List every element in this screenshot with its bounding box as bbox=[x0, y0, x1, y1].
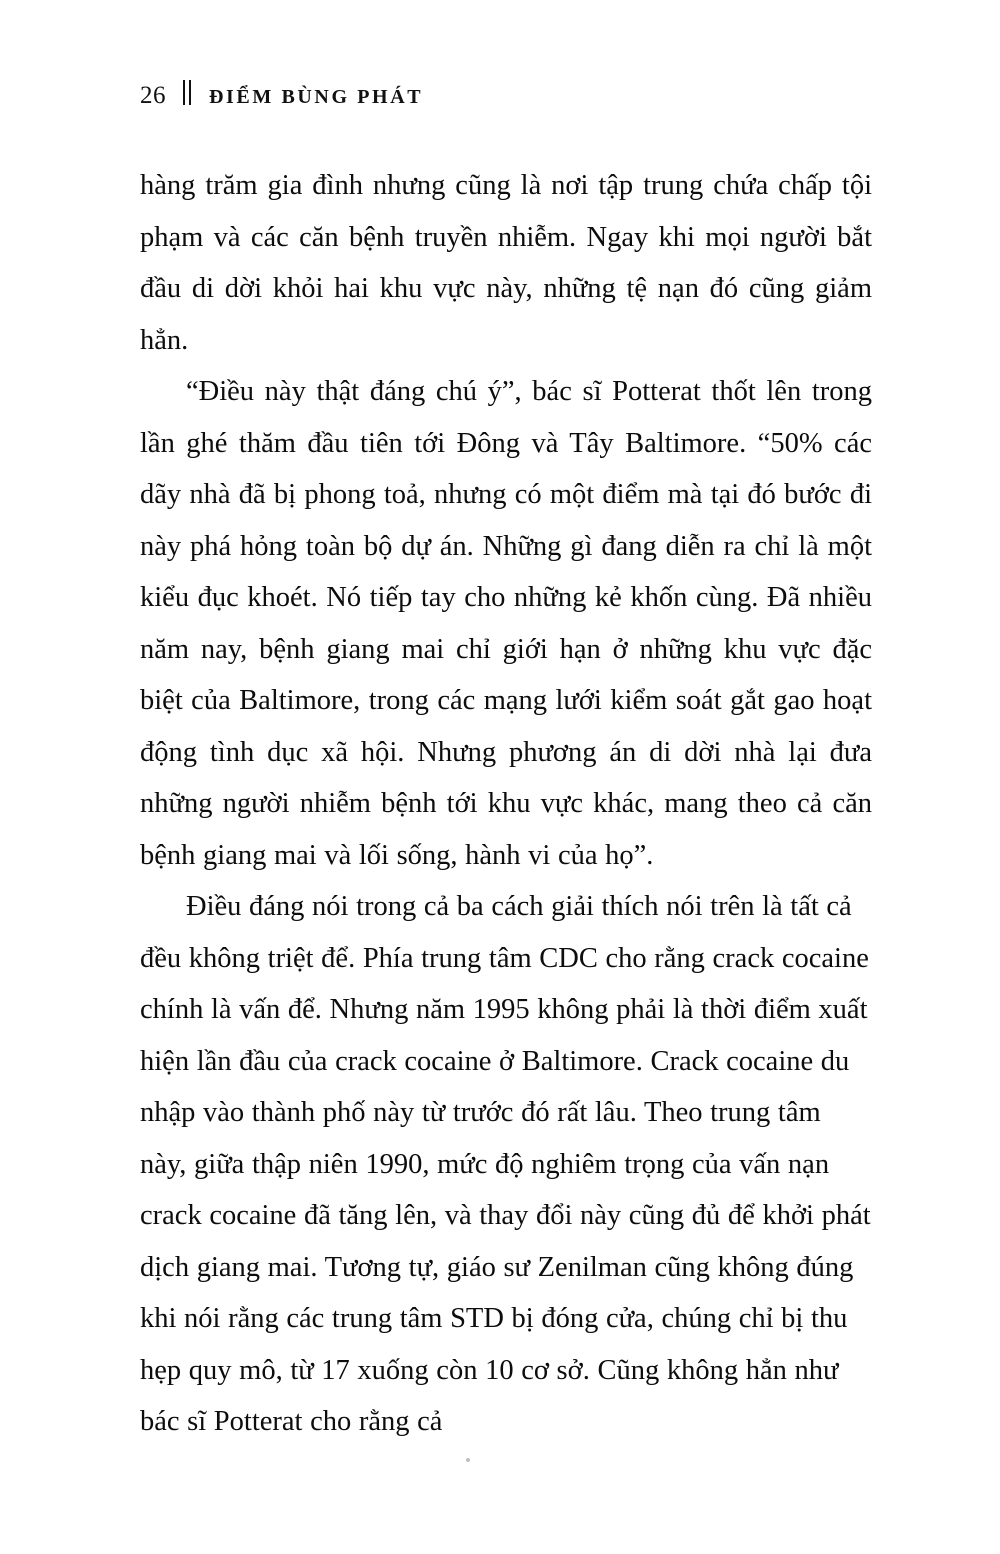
page-marker-dot bbox=[466, 1458, 470, 1462]
double-rule-divider bbox=[183, 80, 192, 105]
paragraph: hàng trăm gia đình nhưng cũng là nơi tập trung chứa chấp tội phạm và các căn bệnh truyền nhiễm. Ngay khi mọi người bắt đầu di dời khỏi hai khu vực này, những tệ nạn đó cũng giảm hẳn. bbox=[140, 170, 872, 356]
book-title-header: ĐIỂM BÙNG PHÁT bbox=[209, 86, 424, 108]
paragraph: “Điều này thật đáng chú ý”, bác sĩ Potterat thốt lên trong lần ghé thăm đầu tiên tới Đông và Tây Baltimore. “50% các dãy nhà đã bị phong toả, nhưng có một điểm mà tại đó bước đi này phá hỏng toàn bộ dự án. Những gì đang diễn ra chỉ là một kiểu đục khoét. Nó tiếp tay cho những kẻ khốn cùng. Đã nhiều năm nay, bệnh giang mai chỉ giới hạn ở những khu vực đặc biệt của Baltimore, trong các mạng lưới kiểm soát gắt gao hoạt động tình dục xã hội. Nhưng phương án di dời nhà lại đưa những người nhiễm bệnh tới khu vực khác, mang theo cả căn bệnh giang mai và lối sống, hành vi của họ”. bbox=[140, 376, 872, 871]
page-number: 26 bbox=[140, 82, 166, 109]
paragraph: Điều đáng nói trong cả ba cách giải thích nói trên là tất cả đều không triệt để. Phía trung tâm CDC cho rằng crack cocaine chính là vấn để. Nhưng năm 1995 không phải là thời điểm xuất hiện lần đầu của crack cocaine ở Baltimore. Crack cocaine du nhập vào thành phố này từ trước đó rất lâu. Theo trung tâm này, giữa thập niên 1990, mức độ nghiêm trọng của vấn nạn crack cocaine đã tăng lên, và thay đổi này cũng đủ để khởi phát dịch giang mai. Tương tự, giáo sư Zenilman cũng không đúng khi nói rằng các trung tâm STD bị đóng cửa, chúng chỉ bị thu hẹp quy mô, từ 17 xuống còn 10 cơ sở. Cũng không hẳn như bác sĩ Potterat cho rằng cả bbox=[140, 891, 871, 1437]
running-head bbox=[140, 78, 872, 108]
body-text bbox=[140, 160, 872, 1448]
